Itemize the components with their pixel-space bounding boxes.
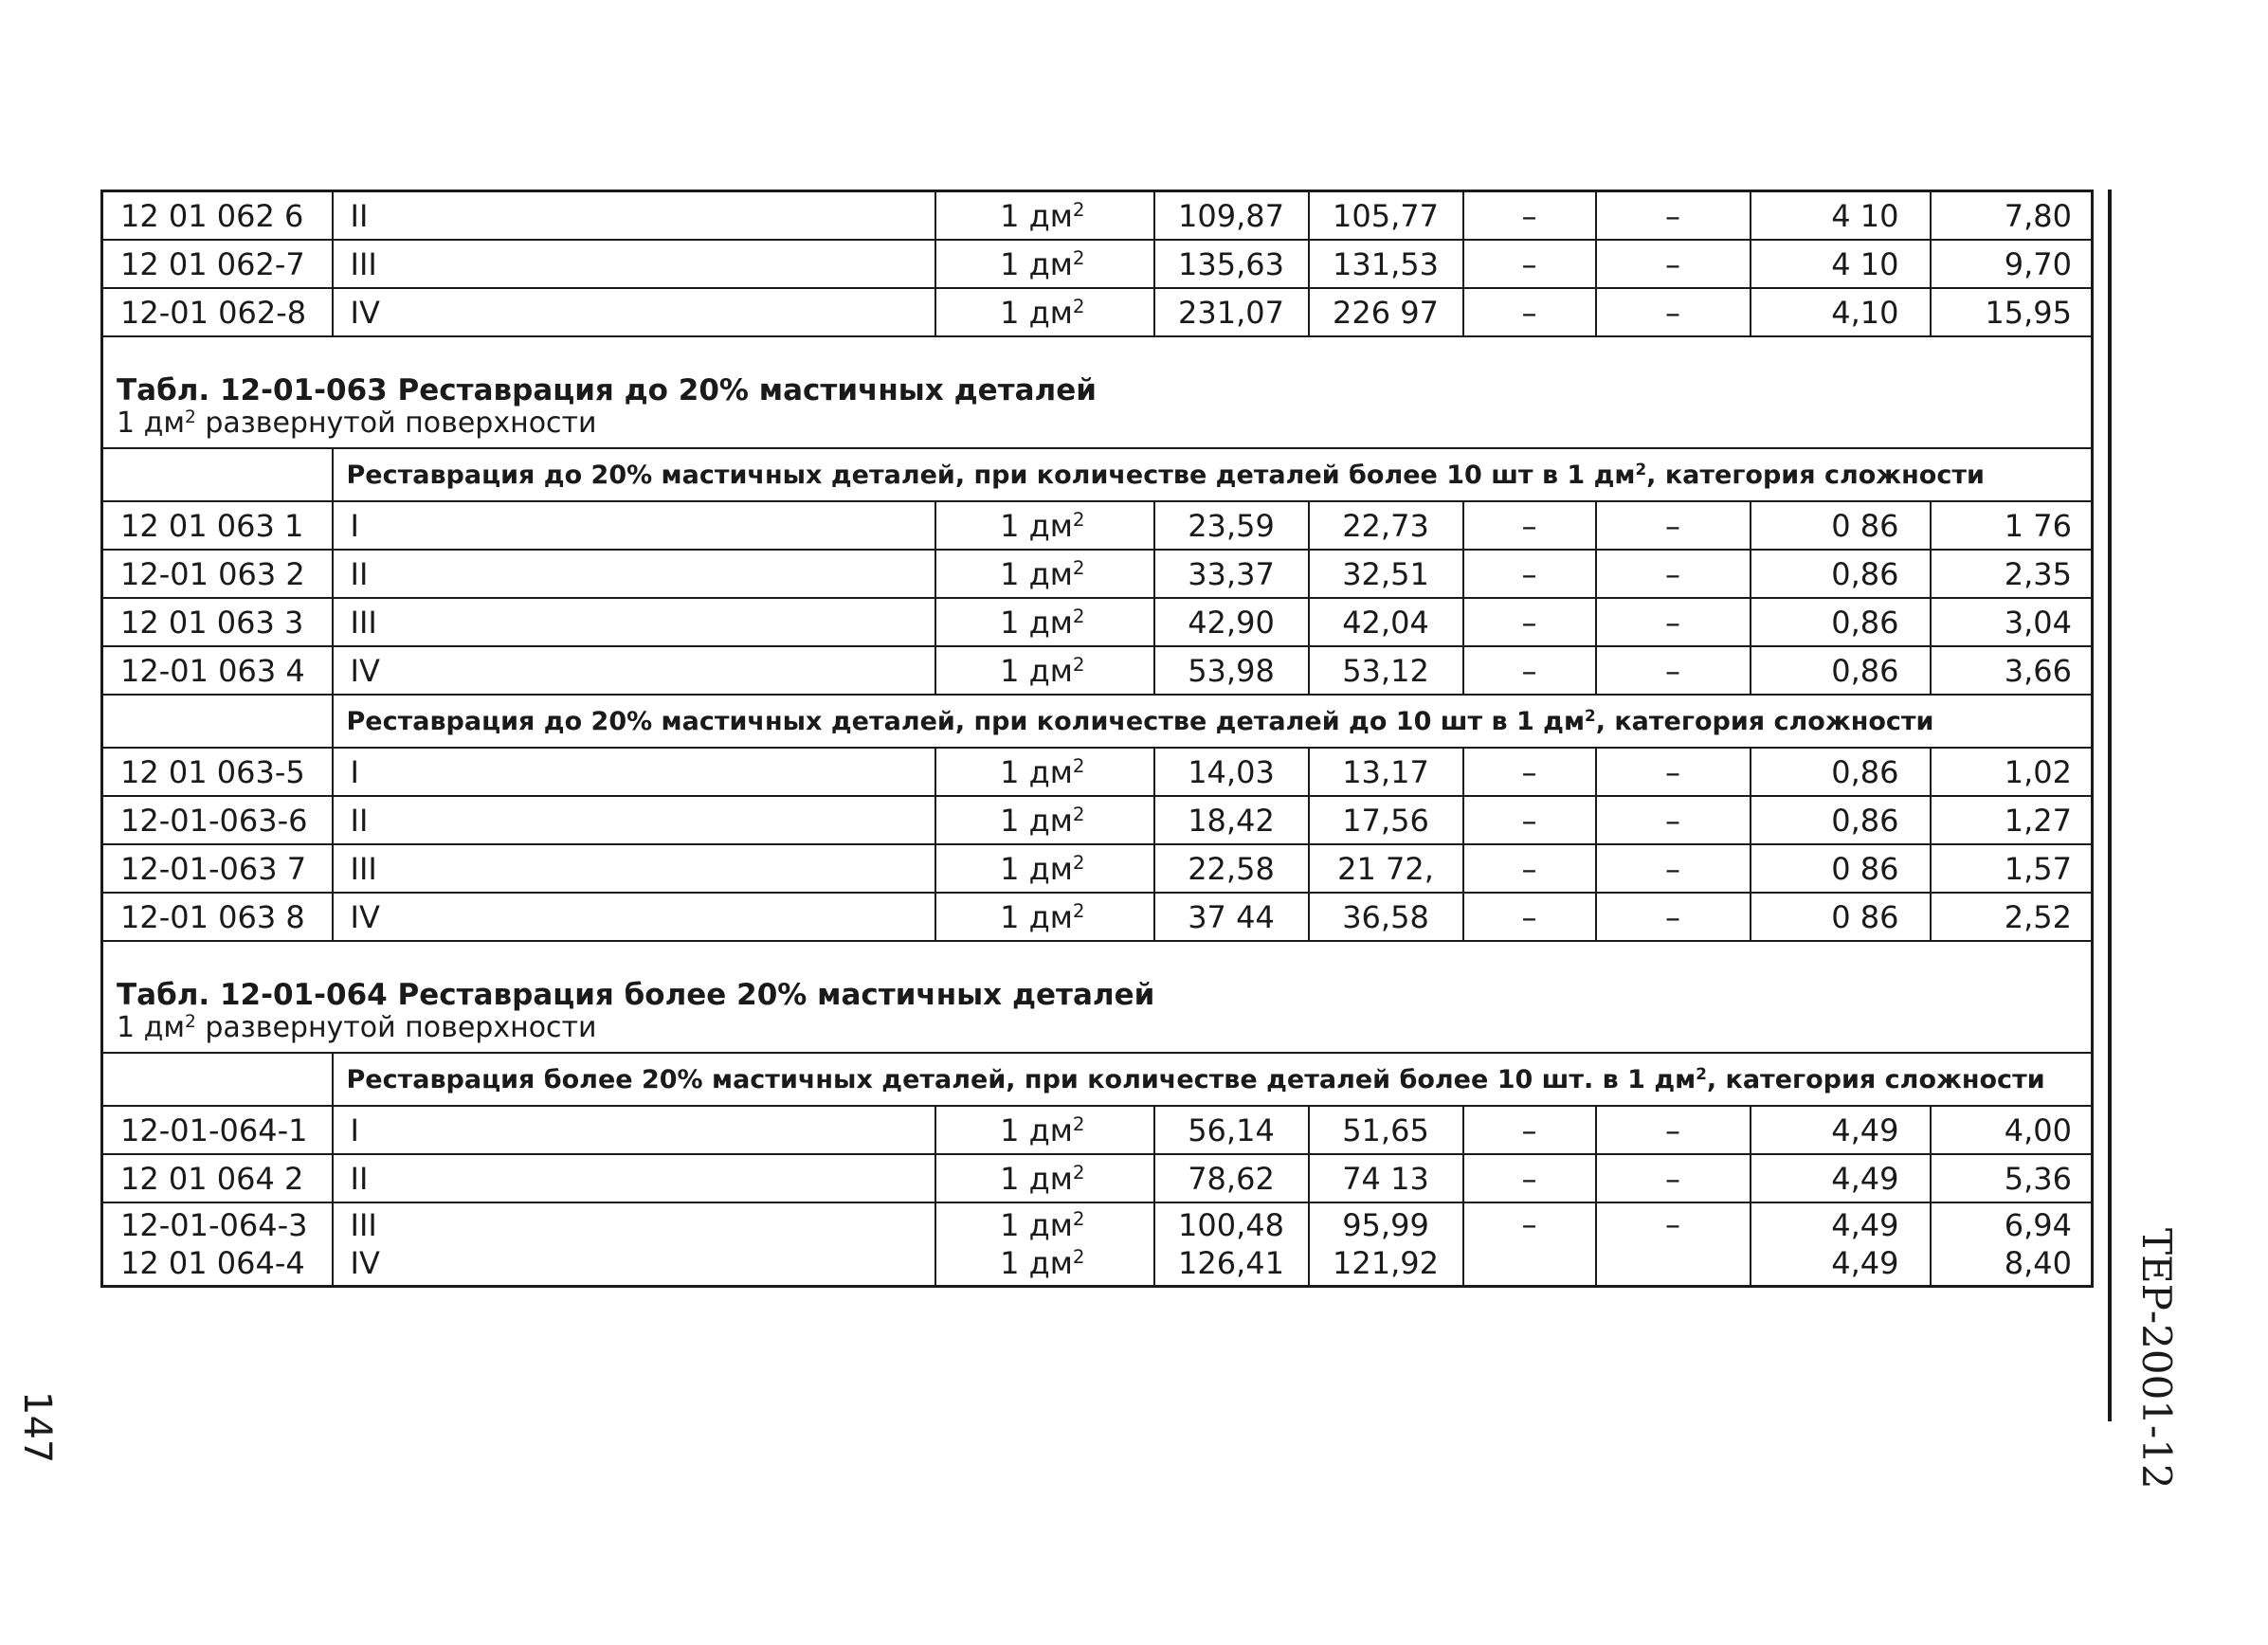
row-unit: 1 $дм^2$	[935, 844, 1154, 893]
row-unit: 1 $дм^2$	[935, 1154, 1154, 1202]
row-value-3: –	[1463, 1154, 1596, 1202]
page-number: 147	[15, 1391, 59, 1464]
row-category: II	[333, 191, 935, 241]
row-value-2: 36,58	[1309, 893, 1463, 941]
rates-table	[100, 190, 2094, 1288]
row-value-6: 3,66	[1931, 646, 2093, 695]
table-row	[102, 748, 2093, 796]
row-value-2: 131,53	[1309, 240, 1463, 288]
row-value-4: –	[1596, 240, 1751, 288]
row-value-2: 13,17	[1309, 748, 1463, 796]
row-code: 12 01 063 3	[102, 598, 333, 646]
row-value-3: –	[1463, 550, 1596, 598]
table-row	[102, 796, 2093, 844]
row-category: I	[333, 1106, 935, 1154]
row-value-3: –	[1463, 796, 1596, 844]
table-row	[102, 240, 2093, 288]
row-value-6: 1,02	[1931, 748, 2093, 796]
group-header-blank	[102, 448, 333, 501]
table-row	[102, 1106, 2093, 1154]
table-row	[102, 288, 2093, 336]
row-unit: 1 $дм^2$	[935, 748, 1154, 796]
row-value-5: 0 86	[1751, 844, 1931, 893]
row-value-1: 135,63	[1154, 240, 1309, 288]
row-category: III	[333, 598, 935, 646]
row-value-3: –	[1463, 748, 1596, 796]
row-value-1: 18,42	[1154, 796, 1309, 844]
row-category: II	[333, 550, 935, 598]
row-value-5: 0 86	[1751, 893, 1931, 941]
row-value-5: 0,86	[1751, 646, 1931, 695]
table-row	[102, 1154, 2093, 1202]
row-value-5: 4 10	[1751, 191, 1931, 241]
row-value-5: 4 10	[1751, 240, 1931, 288]
row-code: 12-01 063 4	[102, 646, 333, 695]
row-code: 12-01-064-1	[102, 1106, 333, 1154]
row-value-3: –	[1463, 1202, 1596, 1287]
row-value-6: 6,94 8,40	[1931, 1202, 2093, 1287]
row-unit: 1 $дм^2$	[935, 191, 1154, 241]
row-code: 12-01-064-3 12 01 064-4	[102, 1202, 333, 1287]
row-value-6: 5,36	[1931, 1154, 2093, 1202]
row-category: IV	[333, 288, 935, 336]
row-unit: 1 $дм^2$	[935, 893, 1154, 941]
row-unit: 1 $дм^2$	[935, 646, 1154, 695]
row-category: IV	[333, 893, 935, 941]
row-unit: 1 $дм^2$	[935, 1106, 1154, 1154]
table-row	[102, 191, 2093, 241]
row-value-2: 105,77	[1309, 191, 1463, 241]
row-value-2: 74 13	[1309, 1154, 1463, 1202]
row-code: 12-01-063 7	[102, 844, 333, 893]
table-063-unit: 1 $дм^2$ развернутой поверхности	[102, 409, 2093, 448]
row-code: 12 01 062-7	[102, 240, 333, 288]
row-value-3: –	[1463, 646, 1596, 695]
table-064-unit: 1 $дм^2$ развернутой поверхности	[102, 1014, 2093, 1053]
row-value-4: –	[1596, 748, 1751, 796]
row-value-3: –	[1463, 501, 1596, 550]
table-064-title: Табл. 12-01-064 Реставрация более 20% мастичных деталей	[102, 976, 2093, 1014]
row-value-2: 22,73	[1309, 501, 1463, 550]
row-value-1: 14,03	[1154, 748, 1309, 796]
row-value-2: 226 97	[1309, 288, 1463, 336]
row-value-5: 0,86	[1751, 748, 1931, 796]
row-code: 12 01 063 1	[102, 501, 333, 550]
row-value-4: –	[1596, 288, 1751, 336]
row-code: 12-01 063 8	[102, 893, 333, 941]
row-value-1: 33,37	[1154, 550, 1309, 598]
row-value-2: 42,04	[1309, 598, 1463, 646]
row-value-2: 51,65	[1309, 1106, 1463, 1154]
row-category: III IV	[333, 1202, 935, 1287]
row-code: 12-01 062-8	[102, 288, 333, 336]
row-unit: 1 $дм^2$	[935, 501, 1154, 550]
row-value-6: 9,70	[1931, 240, 2093, 288]
row-value-4: –	[1596, 1202, 1751, 1287]
table-row	[102, 844, 2093, 893]
row-value-5: 4,49	[1751, 1154, 1931, 1202]
row-value-5: 4,49 4,49	[1751, 1202, 1931, 1287]
row-value-2: 95,99 121,92	[1309, 1202, 1463, 1287]
row-value-2: 53,12	[1309, 646, 1463, 695]
row-category: I	[333, 501, 935, 550]
row-value-4: –	[1596, 550, 1751, 598]
row-value-5: 0,86	[1751, 796, 1931, 844]
row-value-1: 56,14	[1154, 1106, 1309, 1154]
row-value-6: 15,95	[1931, 288, 2093, 336]
table-row	[102, 598, 2093, 646]
row-value-5: 4,10	[1751, 288, 1931, 336]
row-category: III	[333, 844, 935, 893]
row-value-1: 37 44	[1154, 893, 1309, 941]
row-value-5: 0,86	[1751, 598, 1931, 646]
row-unit: 1 $дм^2$	[935, 240, 1154, 288]
row-value-6: 1,27	[1931, 796, 2093, 844]
row-code: 12 01 062 6	[102, 191, 333, 241]
row-value-1: 23,59	[1154, 501, 1309, 550]
row-value-5: 4,49	[1751, 1106, 1931, 1154]
row-value-4: –	[1596, 598, 1751, 646]
row-category: IV	[333, 646, 935, 695]
row-value-4: –	[1596, 893, 1751, 941]
row-value-2: 21 72,	[1309, 844, 1463, 893]
row-value-1: 53,98	[1154, 646, 1309, 695]
row-code: 12-01-063-6	[102, 796, 333, 844]
row-value-6: 1,57	[1931, 844, 2093, 893]
row-value-4: –	[1596, 646, 1751, 695]
row-value-1: 78,62	[1154, 1154, 1309, 1202]
row-value-4: –	[1596, 844, 1751, 893]
table-063-group1-header: Реставрация до 20% мастичных деталей, при количестве деталей более 10 шт в 1 $дм^2$, категория сложности	[333, 448, 2093, 501]
row-value-4: –	[1596, 796, 1751, 844]
table-row	[102, 501, 2093, 550]
table-row	[102, 893, 2093, 941]
row-value-3: –	[1463, 288, 1596, 336]
row-unit: 1 $дм^2$	[935, 288, 1154, 336]
group-header-blank	[102, 695, 333, 748]
table-064-group1-header: Реставрация более 20% мастичных деталей, при количестве деталей более 10 шт. в 1 $дм^2$, категория сложности	[333, 1053, 2093, 1106]
row-value-6: 1 76	[1931, 501, 2093, 550]
row-value-5: 0,86	[1751, 550, 1931, 598]
row-value-3: –	[1463, 240, 1596, 288]
row-value-6: 7,80	[1931, 191, 2093, 241]
row-value-1: 42,90	[1154, 598, 1309, 646]
row-value-1: 231,07	[1154, 288, 1309, 336]
table-063-title: Табл. 12-01-063 Реставрация до 20% мастичных деталей	[102, 371, 2093, 409]
row-value-4: –	[1596, 1106, 1751, 1154]
group-header-blank	[102, 1053, 333, 1106]
row-value-1: 22,58	[1154, 844, 1309, 893]
row-unit: 1 $дм^2$	[935, 598, 1154, 646]
row-category: II	[333, 1154, 935, 1202]
row-value-1: 109,87	[1154, 191, 1309, 241]
row-category: III	[333, 240, 935, 288]
document-code: ТЕР-2001-12	[2133, 1228, 2180, 1490]
row-value-6: 2,35	[1931, 550, 2093, 598]
row-code: 12 01 064 2	[102, 1154, 333, 1202]
row-value-2: 17,56	[1309, 796, 1463, 844]
row-value-6: 3,04	[1931, 598, 2093, 646]
table-row	[102, 646, 2093, 695]
row-code: 12-01 063 2	[102, 550, 333, 598]
row-category: II	[333, 796, 935, 844]
row-value-3: –	[1463, 598, 1596, 646]
row-value-3: –	[1463, 1106, 1596, 1154]
row-value-2: 32,51	[1309, 550, 1463, 598]
row-value-6: 2,52	[1931, 893, 2093, 941]
row-value-3: –	[1463, 893, 1596, 941]
row-value-5: 0 86	[1751, 501, 1931, 550]
row-value-3: –	[1463, 844, 1596, 893]
table-063-group2-header: Реставрация до 20% мастичных деталей, при количестве деталей до 10 шт в 1 $дм^2$, категория сложности	[333, 695, 2093, 748]
row-value-4: –	[1596, 501, 1751, 550]
row-unit: 1 $дм^2$ 1 $дм^2$	[935, 1202, 1154, 1287]
row-category: I	[333, 748, 935, 796]
row-value-4: –	[1596, 191, 1751, 241]
section-spacer	[102, 336, 2093, 371]
row-code: 12 01 063-5	[102, 748, 333, 796]
side-rule	[2108, 190, 2112, 1421]
row-value-3: –	[1463, 191, 1596, 241]
table-row	[102, 550, 2093, 598]
row-value-6: 4,00	[1931, 1106, 2093, 1154]
section-spacer	[102, 941, 2093, 976]
table-row-pair	[102, 1202, 2093, 1287]
row-unit: 1 $дм^2$	[935, 796, 1154, 844]
row-value-4: –	[1596, 1154, 1751, 1202]
row-unit: 1 $дм^2$	[935, 550, 1154, 598]
row-value-1: 100,48 126,41	[1154, 1202, 1309, 1287]
